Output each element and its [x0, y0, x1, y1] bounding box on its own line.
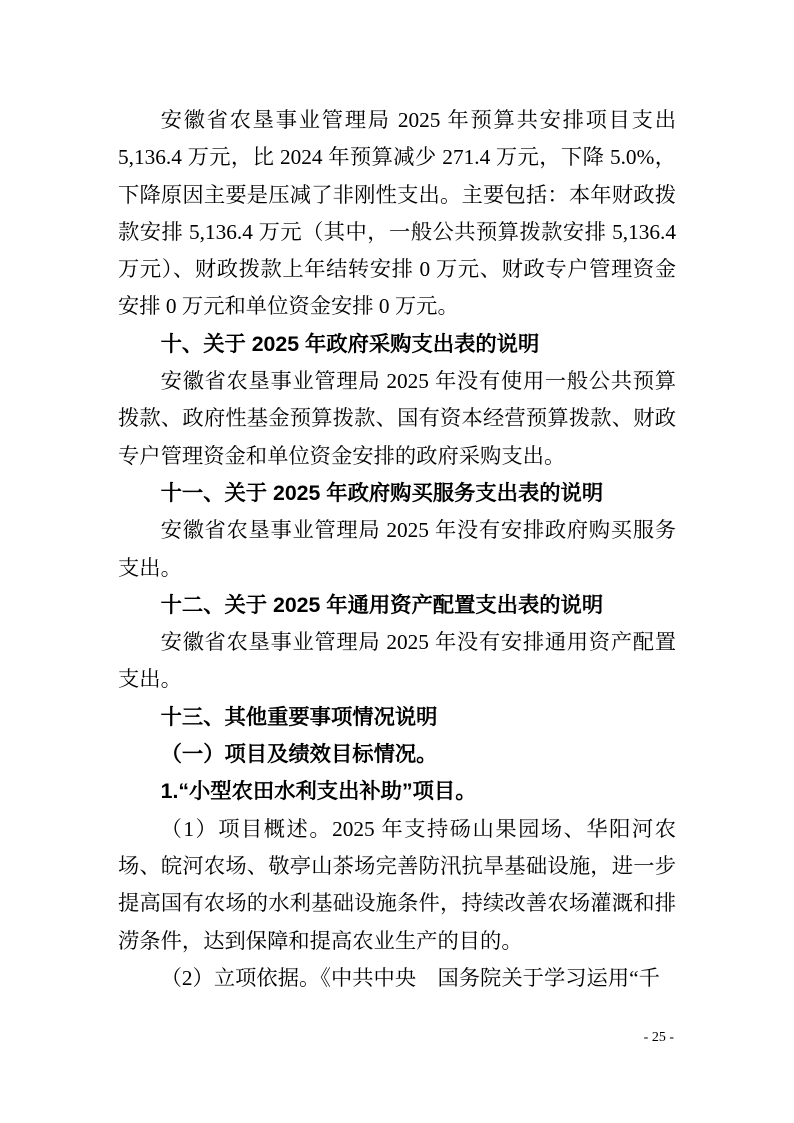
para-sec-12-body: 安徽省农垦事业管理局 2025 年没有安排通用资产配置支出。 — [118, 630, 676, 692]
heading-sec-13-other-important-items: 十三、其他重要事项情况说明 — [160, 704, 438, 729]
page-number: - 25 - — [643, 1030, 674, 1045]
document-body — [118, 102, 676, 997]
para-item-1-project-overview: （1）项目概述。2025 年支持砀山果园场、华阳河农场、皖河农场、敬亭山茶场完善防汛抗旱基础设施，进一步提高国有农场的水利基础设施条件，持续改善农场灌溉和排涝条件，达到保障和提高农业生产的目的。 — [118, 816, 676, 953]
para-sec-11-body: 安徽省农垦事业管理局 2025 年没有安排政府购买服务支出。 — [118, 518, 676, 580]
para-project-expenditure-summary: 安徽省农垦事业管理局 2025 年预算共安排项目支出 5,136.4 万元，比 2024 年预算减少 271.4 万元，下降 5.0%，下降原因主要是压减了非刚性支出。主要包括：本年财政拨款安排 5,136.4 万元（其中，一般公共预算拨款安排 5,136.4 万元）、财政拨款上年结转安排 0 万元、财政专户管理资金安排 0 万元和单位资金安排 0 万元。 — [118, 108, 676, 319]
heading-sec-11-gov-purchased-services: 十一、关于 2025 年政府购买服务支出表的说明 — [160, 480, 604, 505]
heading-sub-1-projects-performance-targets: （一）项目及绩效目标情况。 — [160, 742, 438, 767]
para-sec-10-body: 安徽省农垦事业管理局 2025 年没有使用一般公共预算拨款、政府性基金预算拨款、国有资本经营预算拨款、财政专户管理资金和单位资金安排的政府采购支出。 — [118, 369, 676, 468]
heading-sec-12-general-asset-allocation: 十二、关于 2025 年通用资产配置支出表的说明 — [160, 592, 604, 617]
heading-item-1-small-farmland-water-subsidy: 1.“小型农田水利支出补助”项目。 — [160, 779, 477, 804]
heading-sec-10-gov-procurement: 十、关于 2025 年政府采购支出表的说明 — [160, 331, 540, 356]
para-item-2-project-basis: （2）立项依据。《中共中央 国务院关于学习运用“千 — [160, 965, 660, 990]
